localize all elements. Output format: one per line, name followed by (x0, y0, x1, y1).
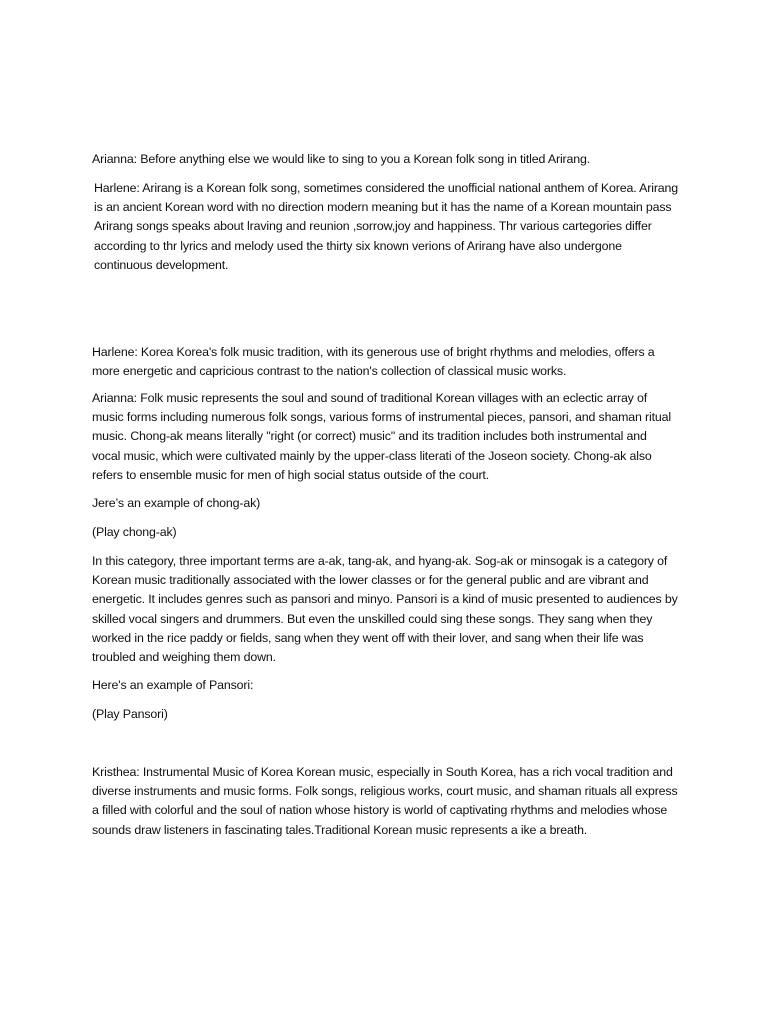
paragraph-harlene-folk-music: Harlene: Korea Korea's folk music tradition, with its generous use of bright rhythms and melodies, offers a more energetic and capricious contrast to the nation's collection of classical music works. (92, 345, 655, 379)
paragraph-harlene-arirang: Harlene: Arirang is a Korean folk song, sometimes considered the unofficial national anthem of Korea. Arirang is an ancient Korean word with no direction modern meaning but it has the name of a Korean mountain pass Arirang songs speaks about lraving and reunion ,sorrow,joy and happiness. Thr various cartegories differ according to thr lyrics and melody used the thirty six known verions of Arirang have also undergone continuous development. (94, 181, 679, 272)
paragraph-sog-ak-category: In this category, three important terms are a-ak, tang-ak, and hyang-ak. Sog-ak or minsogak is a category of Korean music traditionally associated with the lower classes or for the general public and are vibrant and energetic. It includes genres such as pansori and minyo. Pansori is a kind of music presented to audiences by skilled vocal singers and drummers. But even the unskilled could sing these songs. They sang when they worked in the rice paddy or fields, sang when they went off with their lover, and sang when their life was troubled and weighing them down. (92, 554, 678, 665)
paragraph-kristhea-instrumental: Kristhea: Instrumental Music of Korea Korean music, especially in South Korea, has a rich vocal tradition and diverse instruments and music forms. Folk songs, religious works, court music, and shaman rituals all express a filled with colorful and the soul of nation whose history is world of captivating rhythms and melodies whose sounds draw listeners in fascinating tales.Traditional Korean music represents a ike a breath. (92, 765, 678, 837)
paragraph-play-pansori: (Play Pansori) (92, 707, 168, 721)
paragraph-play-chong-ak: (Play chong-ak) (92, 525, 177, 539)
paragraph-arianna-intro: Arianna: Before anything else we would like to sing to you a Korean folk song in titled Arirang. (92, 152, 591, 166)
paragraph-chong-ak-example: Jere’s an example of chong-ak) (92, 496, 261, 510)
paragraph-pansori-example: Here's an example of Pansori: (92, 678, 254, 692)
paragraph-arianna-folk-music: Arianna: Folk music represents the soul and sound of traditional Korean villages with an eclectic array of music forms including numerous folk songs, various forms of instrumental pieces, pansori, and shaman ritual music. Chong-ak means literally "right (or correct) music" and its tradition includes both instrumental and vocal music, which were cultivated mainly by the upper-class literati of the Joseon society. Chong-ak also refers to ensemble music for men of high social status outside of the court. (92, 391, 671, 482)
